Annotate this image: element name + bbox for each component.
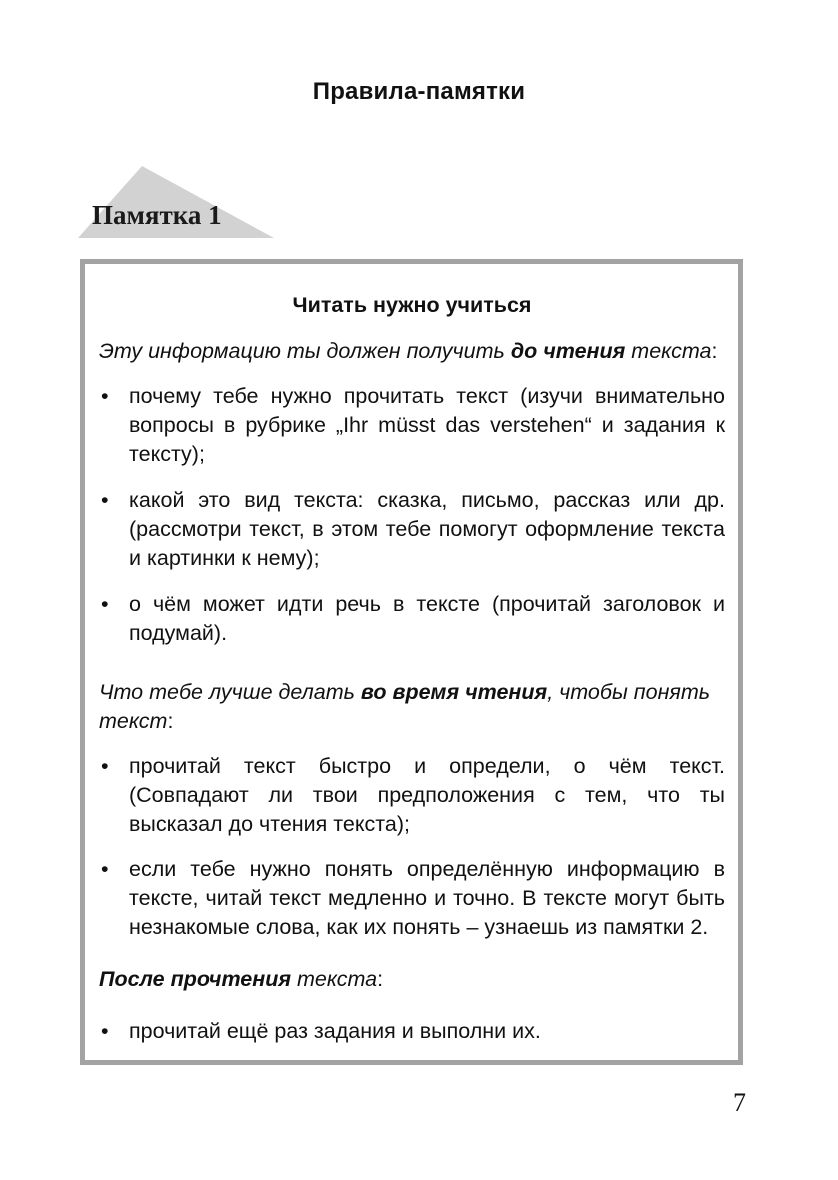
memo-content: [99, 264, 725, 1046]
before-intro-start: Эту информацию ты должен получить: [99, 339, 511, 363]
list-item-text: если тебе нужно понять определённую информацию в тексте, читай текст медленно и точно. В тексте могут быть незнакомые слова, как их понять – узнаешь из памятки 2.: [129, 857, 725, 939]
during-intro-end: , чтобы понять текст: [99, 680, 711, 733]
during-intro-start: Что тебе лучше делать: [99, 680, 361, 704]
bullet-icon: •: [101, 1019, 109, 1043]
bullet-icon: •: [101, 592, 109, 616]
before-intro-bold: до чтения: [510, 339, 626, 363]
during-intro-colon: :: [167, 709, 174, 733]
before-reading-list: [99, 382, 725, 648]
before-intro-end: текста: [625, 339, 712, 363]
before-intro-colon: :: [711, 339, 718, 363]
after-reading-list: [99, 1017, 725, 1046]
list-item: [99, 382, 725, 469]
page-title: Правила-памятки: [312, 78, 526, 105]
bullet-icon: •: [101, 488, 109, 512]
during-intro-bold: во время чтения: [360, 680, 548, 704]
list-item-text: прочитай ещё раз задания и выполни их.: [129, 1019, 541, 1043]
list-item-text: почему тебе нужно прочитать текст (изучи внимательно вопросы в рубрике „Ihr müsst das verstehen“ и задания к тексту);: [129, 384, 725, 466]
list-item: [99, 590, 725, 648]
memo-heading: Читать нужно учиться: [292, 293, 532, 317]
list-item: [99, 1017, 725, 1046]
after-intro-end: текста: [291, 967, 378, 991]
bullet-icon: •: [101, 384, 109, 408]
after-intro-colon: :: [377, 967, 384, 991]
list-item: [99, 486, 725, 573]
during-reading-list: [99, 752, 725, 942]
before-reading-intro: [99, 337, 725, 366]
list-item-text: какой это вид текста: сказка, письмо, рассказ или др. (рассмотри текст, в этом тебе помогут оформление текста и картинки к нему);: [129, 488, 725, 570]
list-item: [99, 752, 725, 839]
list-item-text: о чём может идти речь в тексте (прочитай заголовок и подумай).: [129, 592, 725, 645]
bullet-icon: •: [101, 857, 109, 881]
after-intro-bold: После прочтения: [99, 967, 292, 991]
list-item-text: прочитай текст быстро и определи, о чём текст. (Совпадают ли твои предположения с тем, что ты высказал до чтения текста);: [129, 754, 725, 836]
list-item: [99, 855, 725, 942]
after-reading-intro: [99, 965, 725, 994]
page-number: 7: [733, 1088, 746, 1117]
memo-box: [80, 259, 743, 1065]
bullet-icon: •: [101, 754, 109, 778]
memo-tab-label: Памятка 1: [92, 200, 222, 230]
during-reading-intro: [99, 678, 725, 736]
